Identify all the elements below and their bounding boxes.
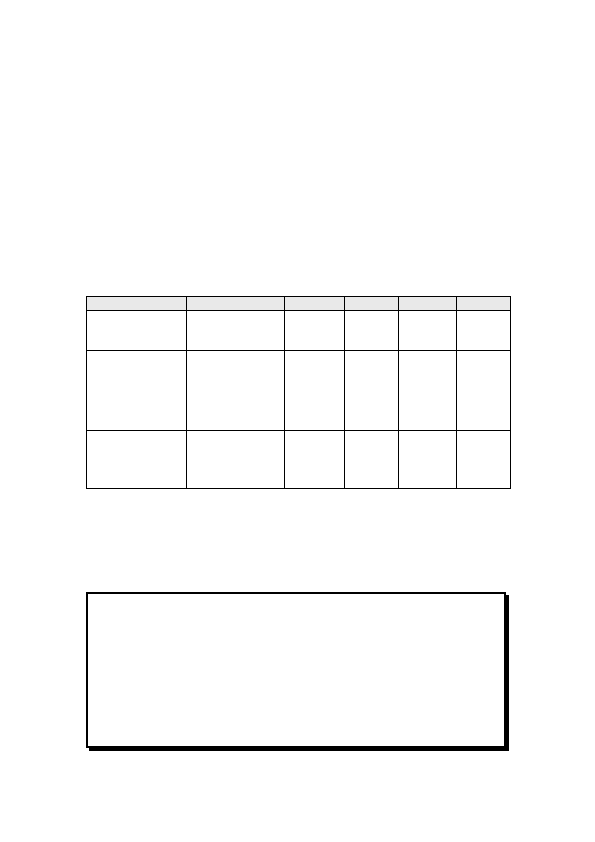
table-cell <box>399 351 457 431</box>
cell-line <box>90 377 183 386</box>
column-header <box>87 297 187 311</box>
note-line <box>98 598 498 607</box>
table-cell <box>345 431 399 489</box>
table-cell <box>187 431 285 489</box>
table-cell <box>187 311 285 351</box>
column-header <box>285 297 345 311</box>
column-header <box>457 297 511 311</box>
table-cell <box>285 431 345 489</box>
cell-line <box>90 442 183 451</box>
note-line <box>98 660 498 669</box>
data-table <box>86 296 511 489</box>
cell-line <box>90 395 183 404</box>
table-cell <box>399 311 457 351</box>
table-header-row <box>87 297 511 311</box>
table-cell <box>87 431 187 489</box>
table-cell <box>457 351 511 431</box>
note-box <box>86 592 506 748</box>
table-cell <box>285 311 345 351</box>
column-header <box>187 297 285 311</box>
table-cell <box>345 351 399 431</box>
note-line <box>98 614 498 623</box>
cell-line <box>90 326 183 335</box>
cell-line <box>90 317 183 326</box>
table-cell <box>399 431 457 489</box>
note-line <box>98 722 498 731</box>
table-cell <box>87 351 187 431</box>
table-cell <box>87 311 187 351</box>
table-cell <box>457 431 511 489</box>
table-cell <box>187 351 285 431</box>
cell-line <box>90 469 183 478</box>
section-intro-line <box>86 262 510 271</box>
cell-line <box>90 368 183 377</box>
table-row <box>87 311 511 351</box>
cell-line <box>90 335 183 344</box>
table-row <box>87 351 511 431</box>
table-row <box>87 431 511 489</box>
cell-line <box>90 386 183 395</box>
cell-line <box>90 451 183 460</box>
column-header <box>399 297 457 311</box>
cell-line <box>90 460 183 469</box>
table-cell <box>457 311 511 351</box>
column-header <box>345 297 399 311</box>
note-line <box>98 676 498 685</box>
table-cell <box>285 351 345 431</box>
cell-line <box>90 404 183 413</box>
table-cell <box>345 311 399 351</box>
